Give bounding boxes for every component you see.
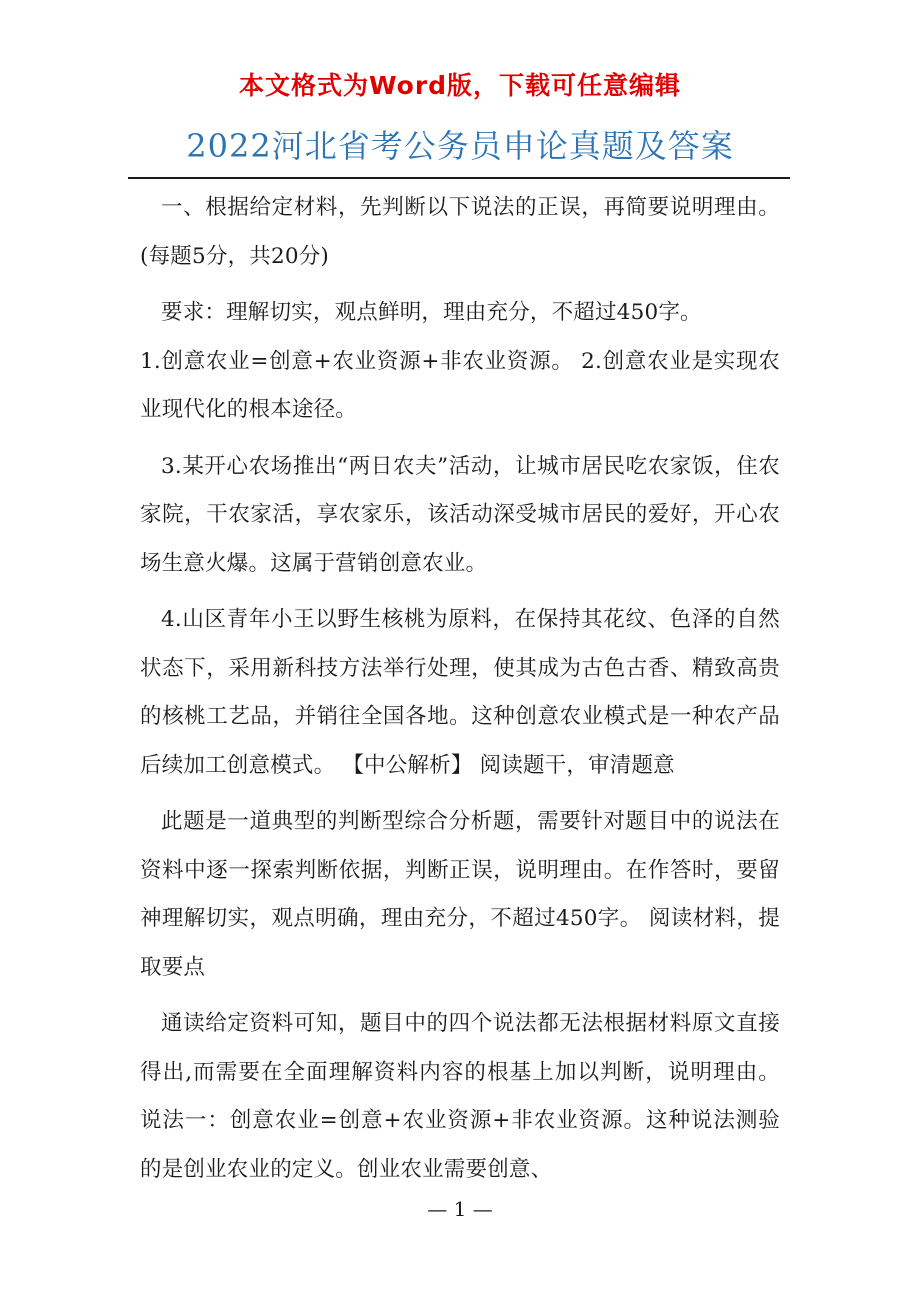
paragraph-statement-3: 3.某开心农场推出“两日农夫”活动，让城市居民吃农家饭，住农家院，干农家活，享农家乐，该活动深受城市居民的爱好，开心农场生意火爆。这属于营销创意农业。 [140,453,780,576]
paragraph-statement-4: 4.山区青年小王以野生核桃为原料，在保持其花纹、色泽的自然状态下，采用新科技方法举行处理，使其成为古色古香、精致高贵的核桃工艺品，并销往全国各地。这种创意农业模式是一种农产品后续加工创意模式。 【中公解析】 阅读题干，审清题意 [140,607,780,778]
document-body [140,184,780,1194]
title-divider [128,177,790,179]
page-number: — 1 — [427,1197,493,1221]
paragraph-question-intro: 一、根据给定材料，先判断以下说法的正误，再简要说明理由。(每题5分，共20分) [140,195,780,269]
document-title: 2022河北省考公务员申论真题及答案 [186,127,734,165]
paragraph-statements-1-2: 1.创意农业=创意+农业资源+非农业资源。 2.创意农业是实现农业现代化的根本途径。 [140,348,780,422]
format-banner: 本文格式为Word版，下载可任意编辑 [238,71,682,100]
paragraph-requirements: 要求：理解切实，观点鲜明，理由充分，不超过450字。 [161,300,702,325]
paragraph-reading-materials: 通读给定资料可知，题目中的四个说法都无法根据材料原文直接得出,而需要在全面理解资料内容的根基上加以判断，说明理由。 说法一：创意农业=创意+农业资源+非农业资源。这种说法测验的是创业农业的定义。创业农业需要创意、 [140,1011,780,1182]
paragraph-analysis: 此题是一道典型的判断型综合分析题，需要针对题目中的说法在资料中逐一探索判断依据，判断正误，说明理由。在作答时，要留神理解切实，观点明确，理由充分，不超过450字。 阅读材料，提取要点 [140,809,780,980]
